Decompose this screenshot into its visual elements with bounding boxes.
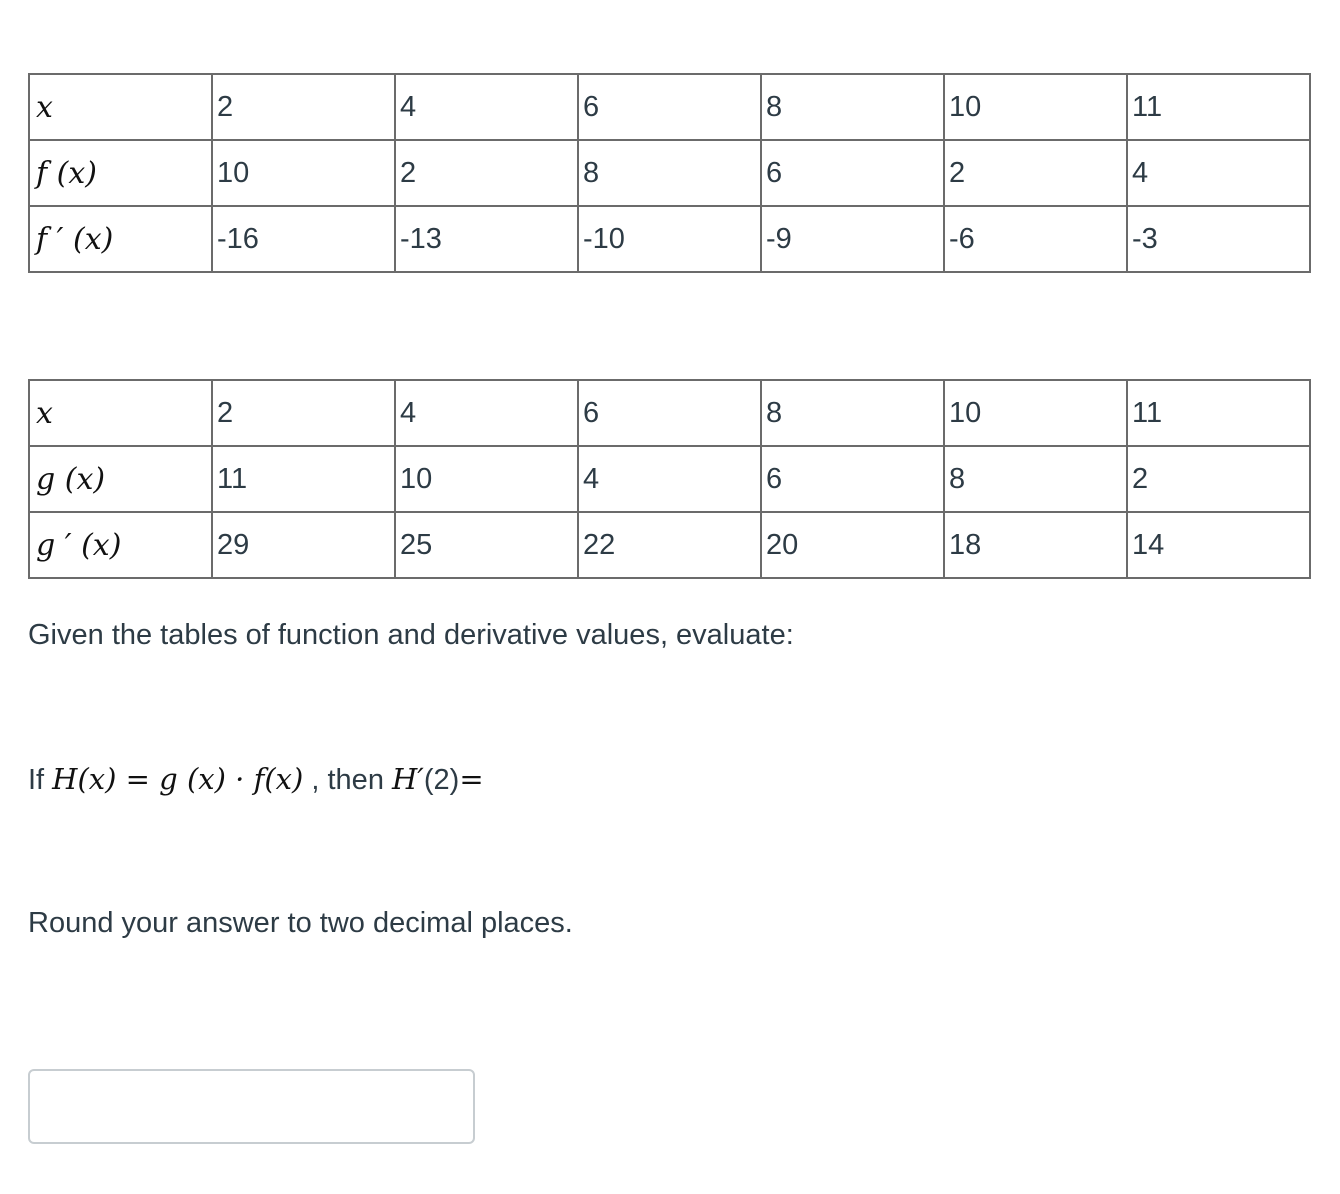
table-cell: 25 xyxy=(395,512,578,578)
row-header: f ′ (x) xyxy=(29,206,212,272)
table-cell: 8 xyxy=(761,380,944,446)
table-cell: 6 xyxy=(578,380,761,446)
table-cell: 10 xyxy=(944,380,1127,446)
question-derivative: H′ xyxy=(392,762,424,796)
table-cell: -13 xyxy=(395,206,578,272)
table-cell: -6 xyxy=(944,206,1127,272)
table-cell: 11 xyxy=(212,446,395,512)
table-row xyxy=(29,140,1310,206)
question-middle: , then xyxy=(303,764,392,796)
table-row xyxy=(29,206,1310,272)
row-header: f (x) xyxy=(29,140,212,206)
instructions-text: Given the tables of function and derivative values, evaluate: xyxy=(28,619,794,651)
table-cell: 2 xyxy=(395,140,578,206)
row-header: x xyxy=(29,380,212,446)
question-equals: = xyxy=(459,762,484,796)
table-cell: 6 xyxy=(761,446,944,512)
table-cell: 10 xyxy=(212,140,395,206)
table-cell: 6 xyxy=(578,74,761,140)
table-cell: 8 xyxy=(761,74,944,140)
question-argument: (2) xyxy=(423,764,460,796)
table-cell: 20 xyxy=(761,512,944,578)
table-cell: 8 xyxy=(944,446,1127,512)
row-header: x xyxy=(29,74,212,140)
table-cell: 4 xyxy=(578,446,761,512)
table-row xyxy=(29,512,1310,578)
rounding-note: Round your answer to two decimal places. xyxy=(28,907,573,939)
table-cell: 18 xyxy=(944,512,1127,578)
question-prefix: If xyxy=(28,764,53,796)
table-cell: 2 xyxy=(944,140,1127,206)
table-cell: 22 xyxy=(578,512,761,578)
table-cell: -9 xyxy=(761,206,944,272)
table-cell: -10 xyxy=(578,206,761,272)
table-row xyxy=(29,74,1310,140)
answer-input[interactable] xyxy=(28,1069,475,1144)
table-cell: 6 xyxy=(761,140,944,206)
question-text xyxy=(28,762,484,797)
question-expression: H(x) = g (x) · f(x) xyxy=(52,762,304,796)
function-f-table xyxy=(28,73,1311,273)
table-cell: 2 xyxy=(212,74,395,140)
table-row xyxy=(29,446,1310,512)
table-cell: 11 xyxy=(1127,380,1310,446)
table-cell: 2 xyxy=(212,380,395,446)
table-cell: 14 xyxy=(1127,512,1310,578)
table-cell: 8 xyxy=(578,140,761,206)
row-header: g (x) xyxy=(29,446,212,512)
table-cell: 4 xyxy=(1127,140,1310,206)
table-cell: -3 xyxy=(1127,206,1310,272)
table-cell: 10 xyxy=(395,446,578,512)
function-g-table xyxy=(28,379,1311,579)
table-cell: 4 xyxy=(395,74,578,140)
row-header: g ′ (x) xyxy=(29,512,212,578)
table-cell: 29 xyxy=(212,512,395,578)
table-cell: 11 xyxy=(1127,74,1310,140)
table-cell: 2 xyxy=(1127,446,1310,512)
table-cell: 4 xyxy=(395,380,578,446)
table-row xyxy=(29,380,1310,446)
table-cell: 10 xyxy=(944,74,1127,140)
table-cell: -16 xyxy=(212,206,395,272)
